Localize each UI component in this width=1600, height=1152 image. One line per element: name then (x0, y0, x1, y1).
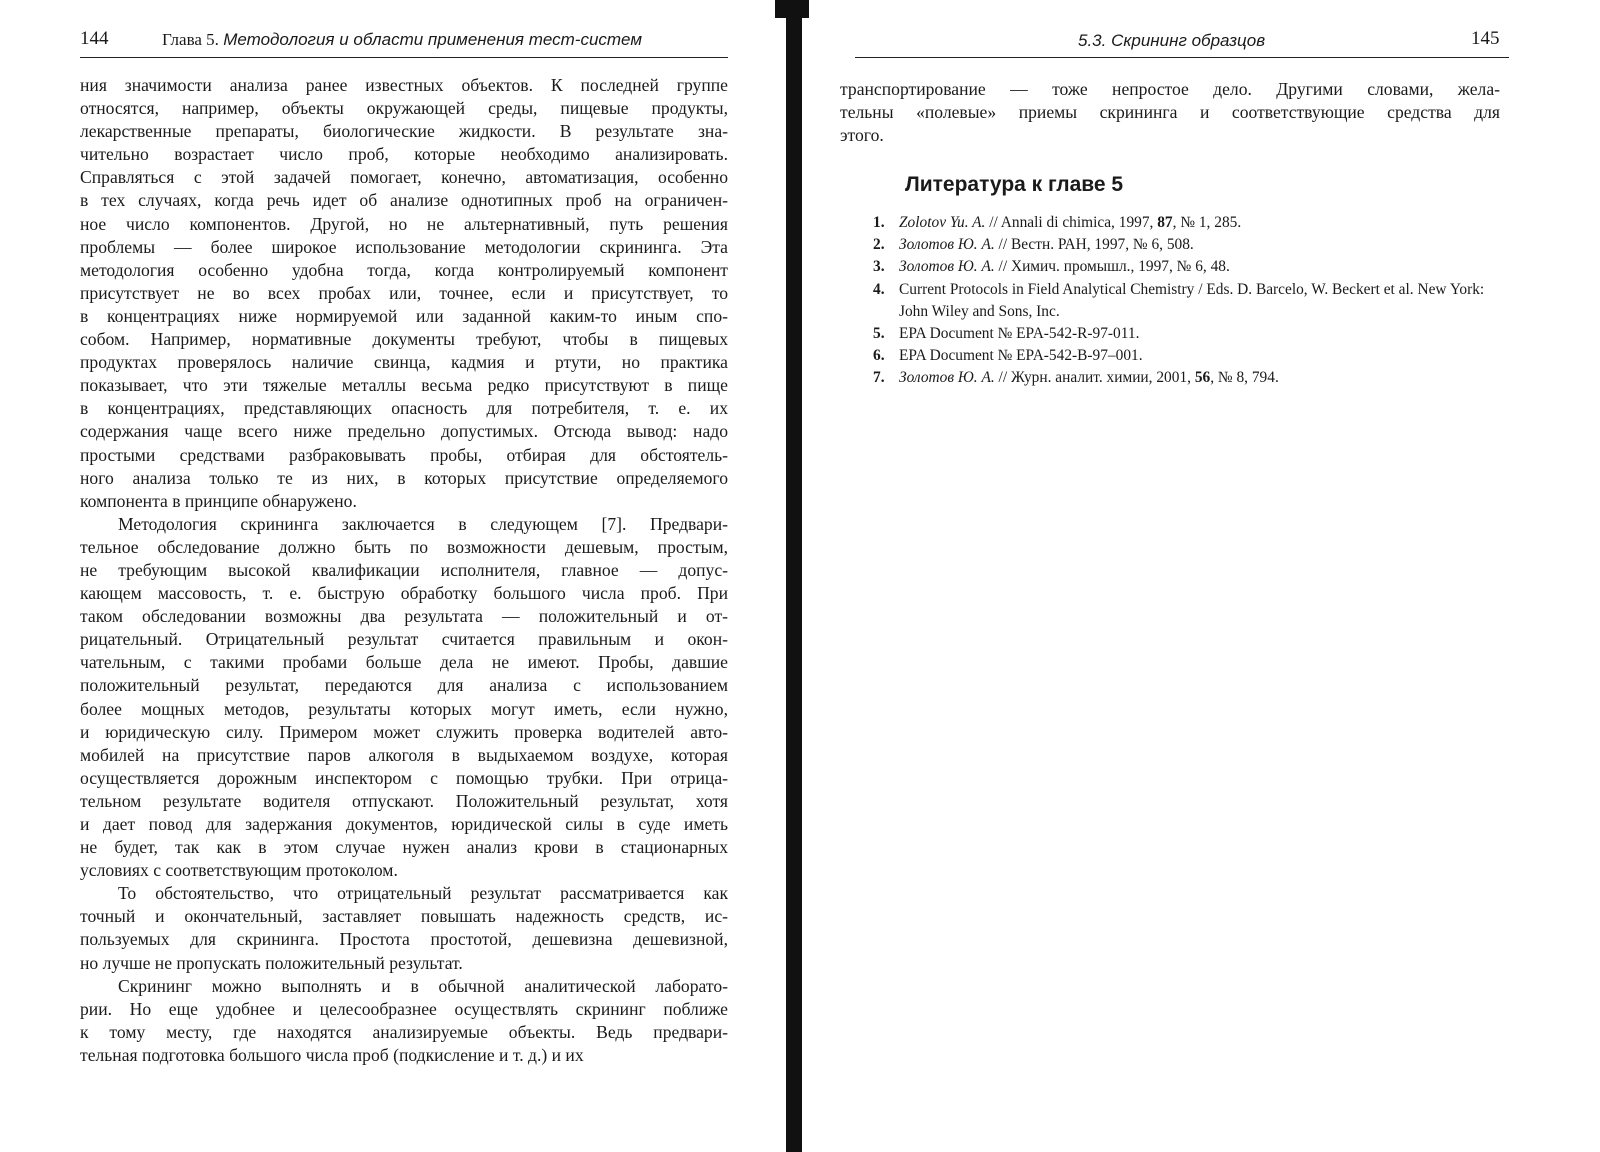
running-head-prefix: Глава 5. (162, 30, 219, 49)
text-line: рицательный. Отрицательный результат считается правильным и окон- (80, 629, 728, 650)
right-running-head (1078, 31, 1265, 51)
reference-text: // Annali di chimica, 1997, (985, 214, 1158, 231)
paragraph (80, 513, 728, 883)
text-line: в концентрациях, представляющих опасность для потребителя, т. е. их (80, 398, 728, 419)
text-line: присутствует не во всех пробах или, точнее, если и присутствует, то (80, 282, 728, 303)
right-page-number: 145 (1471, 28, 1500, 49)
text-line: тельная подготовка большого числа проб (подкисление и т. д.) и их (80, 1044, 584, 1065)
right-header-rule (855, 57, 1509, 58)
text-line: относятся, например, объекты окружающей среды, пищевые продукты, (80, 98, 728, 119)
left-page (0, 0, 760, 1152)
text-line: чительно возрастает число проб, которые необходимо анализировать. (80, 144, 728, 165)
text-line: не требующим высокой квалификации исполнителя, главное — допус- (80, 559, 728, 580)
text-line: более мощных методов, результаты которых могут иметь, если нужно, (80, 698, 728, 719)
text-line: кающем массовость, т. е. быструю обработку большого числа проб. При (80, 583, 728, 604)
text-line: рии. Но еще удобнее и целесообразнее осуществлять скрининг поближе (80, 998, 728, 1019)
text-line: компонента в принципе обнаружено. (80, 490, 357, 511)
text-line: к тому месту, где находятся анализируемые объекты. Ведь предвари- (80, 1021, 728, 1042)
text-line: в концентрациях ниже нормируемой или заданной каким-то иным спо- (80, 305, 728, 326)
reference-number: 3. (873, 258, 885, 276)
text-line: мобилей на присутствие паров алкоголя в выдыхаемом воздухе, которая (80, 744, 728, 765)
reference-text: // Журн. аналит. химии, 2001, (994, 369, 1195, 387)
reference-item (873, 323, 1509, 345)
left-body-text (80, 74, 728, 1067)
text-line: лекарственные препараты, биологические жидкости. В результате зна- (80, 121, 728, 142)
text-line: тельное обследование должно быть по возможности дешевым, простым, (80, 536, 728, 557)
reference-text: // Вестн. РАН, 1997, № 6, 508. (994, 236, 1194, 254)
reference-number: 6. (873, 347, 885, 365)
reference-item (873, 256, 1509, 278)
text-line: собом. Например, нормативные документы требуют, чтобы в пищевых (80, 329, 728, 350)
right-continuation-text (840, 78, 1500, 147)
reference-item (873, 212, 1509, 234)
text-line: пользуемых для скрининга. Простота простотой, дешевизна дешевизной, (80, 929, 728, 950)
paragraph (80, 975, 728, 1067)
text-line: методология особенно удобна тогда, когда контролируемый компонент (80, 259, 728, 280)
text-line: тельны «полевые» приемы скрининга и соответствующие средства для (840, 102, 1500, 123)
text-line: проблемы — более широкое использование методологии скрининга. Эта (80, 236, 728, 257)
reference-item (873, 234, 1509, 256)
text-line: не будет, так как в этом случае нужен анализ крови в стационарных (80, 837, 728, 858)
text-line: транспортирование — тоже непростое дело. Другими словами, жела- (840, 79, 1500, 99)
text-line: ния значимости анализа ранее известных объектов. К последней группе (80, 75, 728, 95)
reference-volume: 87 (1157, 214, 1173, 231)
reference-text: EPA Document № EPA-542-R-97-011. (899, 325, 1140, 343)
paragraph (80, 882, 728, 974)
right-running-head-title: 5.3. Скрининг образцов (1078, 31, 1266, 50)
text-line: этого. (840, 125, 884, 146)
reference-author: Золотов Ю. А. (899, 258, 995, 276)
reference-number: 1. (873, 214, 885, 231)
text-line: и юридическую силу. Примером может служить проверка водителей авто- (80, 721, 728, 742)
reference-pages: , № 8, 794. (1210, 369, 1279, 387)
reference-text: EPA Document № EPA-542-B-97–001. (899, 347, 1143, 365)
reference-item (873, 367, 1509, 389)
reference-text: // Химич. промышл., 1997, № 6, 48. (994, 258, 1230, 276)
text-line: Справляться с этой задачей помогает, конечно, автоматизация, особенно (80, 167, 728, 188)
reference-number: 5. (873, 325, 885, 343)
reference-pages: , № 1, 285. (1172, 214, 1242, 231)
text-line: содержания чаще всего ниже предельно допустимых. Отсюда вывод: надо (80, 421, 728, 442)
reference-volume: 56 (1194, 369, 1211, 387)
reference-item (873, 345, 1509, 367)
text-line: чательным, с такими пробами больше дела не имеют. Пробы, давшие (80, 652, 728, 673)
reference-number: 7. (873, 369, 885, 387)
reference-number: 4. (873, 280, 885, 298)
text-line: и дает повод для задержания документов, юридической силы в суде иметь (80, 814, 728, 834)
left-header-rule (80, 57, 728, 58)
text-line: таком обследовании возможны два результата — положительный и от- (80, 606, 728, 627)
text-line: простыми средствами разбраковывать пробы, отбирая для обстоятель- (80, 444, 728, 465)
running-head-title: Методология и области применения тест-систем (223, 30, 642, 49)
reference-author: Золотов Ю. А. (899, 236, 995, 254)
reference-list (873, 212, 1509, 390)
section-title: Литература к главе 5 (905, 173, 1124, 196)
text-line: осуществляется дорожным инспектором с помощью трубки. При отрица- (80, 767, 728, 788)
text-line: показывает, что эти тяжелые металлы весьма редко присутствуют в пище (80, 375, 728, 396)
text-line: условиях с соответствующим протоколом. (80, 860, 398, 881)
reference-author: Zolotov Yu. A. (899, 214, 986, 231)
text-line: но лучше не пропускать положительный результат. (80, 952, 463, 973)
text-line: положительный результат, передаются для анализа с использованием (80, 675, 728, 696)
text-line: Скрининг можно выполнять и в обычной аналитической лаборато- (118, 975, 728, 996)
left-page-number: 144 (80, 28, 109, 49)
reference-item (873, 279, 1509, 323)
reference-text: Current Protocols in Field Analytical Chemistry / Eds. D. Barcelo, W. Beckert et al. New York: John Wiley and Sons, Inc. (899, 280, 1489, 320)
text-line: ное число компонентов. Другой, но не альтернативный, путь решения (80, 213, 728, 234)
text-line: ного анализа только те из них, в которых присутствие определяемого (80, 467, 728, 488)
reference-number: 2. (873, 236, 885, 254)
text-line: точный и окончательный, заставляет повышать надежность средств, ис- (80, 906, 728, 927)
text-line: тельном результате водителя отпускают. Положительный результат, хотя (80, 790, 728, 811)
left-running-head (162, 30, 642, 50)
text-line: продуктах проверялось наличие свинца, кадмия и ртути, но практика (80, 352, 728, 373)
text-line: Методология скрининга заключается в следующем [7]. Предвари- (118, 513, 728, 534)
paragraph (80, 74, 728, 513)
reference-author: Золотов Ю. А. (899, 369, 995, 387)
text-line: То обстоятельство, что отрицательный результат рассматривается как (118, 883, 728, 904)
right-page (795, 0, 1600, 1152)
text-line: в тех случаях, когда речь идет об анализе однотипных проб на ограничен- (80, 190, 728, 211)
